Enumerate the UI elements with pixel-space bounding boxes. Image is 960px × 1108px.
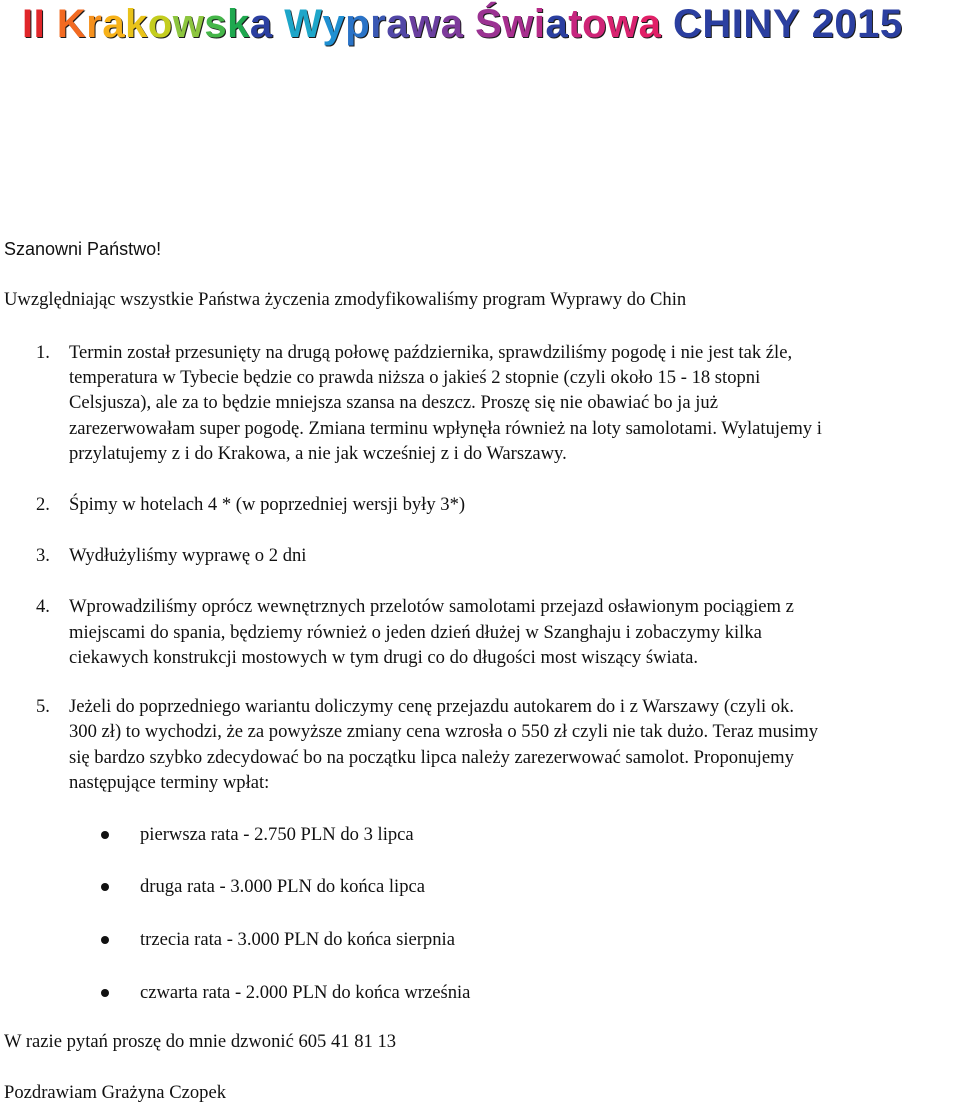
- bullet-icon: [101, 883, 109, 891]
- item5-line: następujące terminy wpłat:: [69, 772, 270, 793]
- contact-line: W razie pytań proszę do mnie dzwonić 605 41 81 13: [4, 1031, 397, 1052]
- payment-item: pierwsza rata - 2.750 PLN do 3 lipca: [140, 824, 414, 845]
- item4-line: miejscami do spania, będziemy również o jeden dzień dłużej w Szanghaju i zobaczymy kilka: [69, 622, 762, 643]
- item4-line: ciekawych konstrukcji mostowych w tym drugi co do długości most wiszący świata.: [69, 647, 698, 668]
- intro-paragraph: Uwzględniając wszystkie Państwa życzenia zmodyfikowaliśmy program Wyprawy do Chin: [4, 289, 687, 310]
- item1-line: Celsjusza), ale za to będzie mniejsza szansa na deszcz. Proszę się nie obawiać bo ja już: [69, 392, 718, 413]
- bullet-icon: [101, 831, 109, 839]
- item1-line: przylatujemy z i do Krakowa, a nie jak wcześniej z i do Warszawy.: [69, 443, 567, 464]
- item5-line: 300 zł) to wychodzi, że za powyższe zmiany cena wzrosła o 550 zł czyli nie tak dużo. Teraz musimy: [69, 721, 819, 742]
- header-banner: [0, 0, 960, 60]
- payment-item: czwarta rata - 2.000 PLN do końca września: [140, 982, 471, 1003]
- item5-line: się bardzo szybko zdecydować bo na początku lipca należy zarezerwować samolot. Proponujemy: [69, 747, 794, 768]
- bullet-icon: [101, 936, 109, 944]
- greeting: Szanowni Państwo!: [4, 239, 162, 259]
- item-number: 1.: [36, 342, 50, 363]
- item1-line: temperatura w Tybecie będzie co prawda niższa o jakieś 2 stopnie (czyli około 15 - 18 stopni: [69, 367, 761, 388]
- payment-item: trzecia rata - 3.000 PLN do końca sierpnia: [140, 929, 455, 950]
- item2-text: Śpimy w hotelach 4 * (w poprzedniej wersji były 3*): [69, 494, 466, 515]
- signature: Pozdrawiam Grażyna Czopek: [4, 1082, 227, 1103]
- item-number: 2.: [36, 494, 50, 515]
- item5-line: Jeżeli do poprzedniego wariantu doliczymy cenę przejazdu autokarem do i z Warszawy (czyli ok.: [69, 696, 795, 717]
- page-title: II Krakowska Wyprawa Światowa CHINY 2015: [22, 2, 903, 46]
- item1-line: zarezerwowałam super pogodę. Zmiana terminu wpłynęła również na loty samolotami. Wylatujemy i: [69, 418, 822, 439]
- payment-item: druga rata - 3.000 PLN do końca lipca: [140, 876, 426, 897]
- item-number: 3.: [36, 545, 50, 566]
- item1-line: Termin został przesunięty na drugą połowę października, sprawdziliśmy pogodę i nie jest tak źle,: [69, 342, 793, 363]
- bullet-icon: [101, 989, 109, 997]
- item-number: 5.: [36, 696, 50, 717]
- item3-text: Wydłużyliśmy wyprawę o 2 dni: [69, 545, 307, 566]
- item-number: 4.: [36, 596, 50, 617]
- item4-line: Wprowadziliśmy oprócz wewnętrznych przelotów samolotami przejazd osławionym pociągiem z: [69, 596, 794, 617]
